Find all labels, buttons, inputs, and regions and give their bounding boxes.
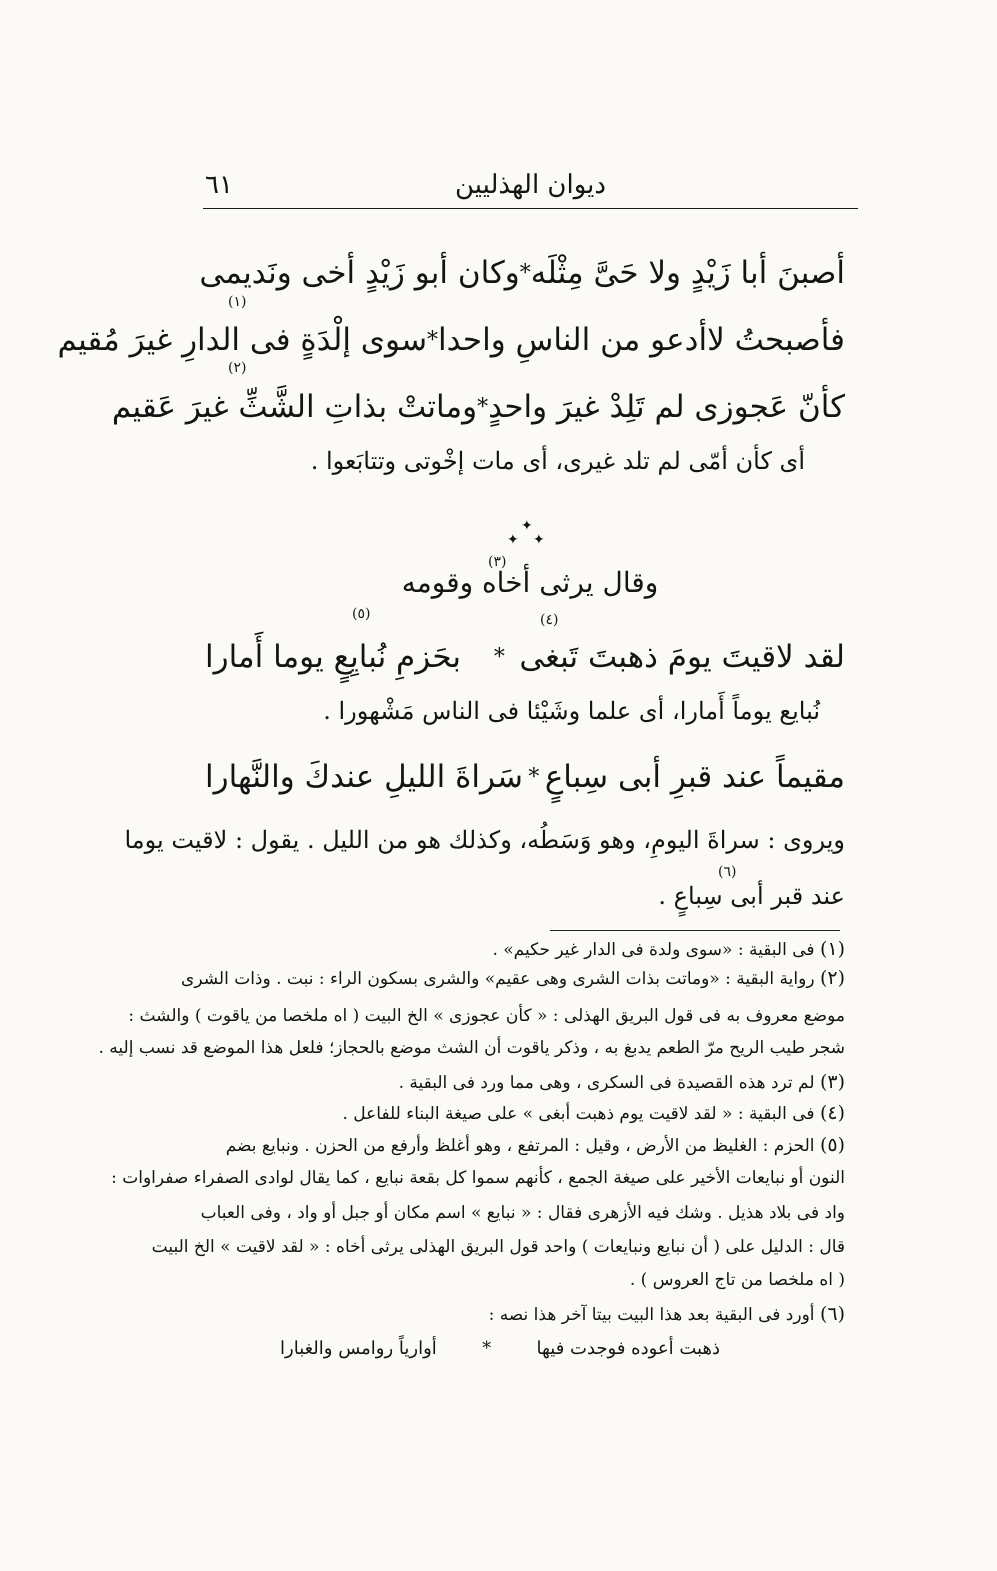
ornament-star-icon: ✦ (533, 532, 545, 548)
footnote-number: (١) (819, 938, 845, 960)
footnote-continuation: النون أو نبايعات الأخير على صيغة الجمع ، كأنهم سموا كل بقعة نبايع ، كما يقال لوادى الصفراء صفراوات : (111, 1168, 845, 1188)
footnote (205, 1102, 845, 1124)
gloss-text: نُبايع يوماً أَمارا، أى علما وشَيْئا فى الناس مَشْهورا . (323, 697, 820, 725)
footnote-continuation: ( اه ملخصا من تاج العروس ) . (629, 1270, 845, 1290)
hemistich-second: وكان أبو زَيْدٍ أخى ونَديمى (199, 255, 520, 291)
verse-line (205, 752, 845, 802)
hemistich-second: أوارياً روامس والغبارا (280, 1338, 437, 1359)
footnote-ref: (٣) (488, 554, 507, 570)
verse-line (57, 315, 845, 365)
footnote-number: (٣) (819, 1071, 845, 1093)
verse-line (111, 382, 845, 432)
hemistich-first: لقد لاقيتَ يومَ ذهبتَ تَبغى (519, 639, 845, 675)
hemistich-second: سوى إلْدَةٍ فى الدارِ غيرَ مُقيم (57, 322, 428, 358)
running-header (203, 168, 858, 209)
footnote-text: أورد فى البقية بعد هذا البيت بيتا آخر هذا نصه : (488, 1305, 815, 1325)
verse-separator: * (528, 764, 540, 790)
footnote-ref: (٢) (228, 360, 247, 376)
hemistich-first: كأنّ عَجوزى لم تَلِدْ غيرَ واحدٍ (488, 389, 845, 425)
verse-separator: * (493, 644, 505, 670)
footnote-text: فى البقية : «سوى ولدة فى الدار غير حكيم» . (492, 940, 815, 960)
footnote-number: (٥) (819, 1134, 845, 1156)
footnote (181, 967, 845, 989)
gloss-text: عند قبر أبى سِباعٍ . (658, 882, 845, 910)
hemistich-first: فأصبحتُ لاأدعو من الناسِ واحدا (438, 322, 845, 358)
footnote (205, 1303, 845, 1325)
ornament-star-icon: ✦ (507, 532, 519, 548)
verse-separator: * (519, 260, 531, 286)
footnote-verse (280, 1338, 720, 1359)
footnote (205, 1134, 845, 1156)
footnote-ref: (٤) (540, 612, 559, 628)
hemistich-first: ذهبت أعوده فوجدت فيها (536, 1338, 720, 1359)
hemistich-second: سَراةَ الليلِ عندكَ والنَّهارا (205, 759, 524, 795)
footnote-continuation: واد فى بلاد هذيل . وشك فيه الأزهرى فقال : « نبايع » اسم مكان أو جبل أو واد ، وفى العباب (200, 1203, 845, 1223)
verse-separator: * (477, 394, 489, 420)
footnote-text: الحزم : الغليظ من الأرض ، وقيل : المرتفع ، وهو أغلظ وأرفع من الحزن . ونبايع بضم (225, 1136, 815, 1156)
verse-separator: * (427, 327, 439, 353)
footnote-divider (550, 930, 840, 931)
gloss-text: أى كأن أمّى لم تلد غيرى، أى مات إخْوتى وتتابَعوا . (310, 447, 805, 475)
footnote (205, 938, 845, 960)
footnote-text: رواية البقية : «وماتت بذات الشرى وهى عقيم» والشرى بسكون الراء : نبت . وذات الشرى (181, 969, 815, 989)
footnote-number: (٤) (819, 1102, 845, 1124)
ornament-star-icon: ✦ (521, 518, 533, 534)
verse-line (205, 632, 845, 682)
section-ornament (495, 518, 555, 558)
poem-heading: وقال يرثى أخاه وقومه (401, 566, 659, 599)
footnote-text: فى البقية : « لقد لاقيت يوم ذهبت أبغى » على صيغة البناء للفاعل . (342, 1104, 815, 1124)
footnote-continuation: موضع معروف به فى قول البريق الهذلى : « كأن عجوزى » الخ البيت ( اه ملخصا من ياقوت ) والشث : (128, 1006, 845, 1026)
footnote-ref: (٦) (718, 864, 737, 880)
hemistich-first: مقيماً عند قبرِ أبى سِباعٍ (544, 759, 845, 795)
footnote-number: (٢) (819, 967, 845, 989)
hemistich-first: أصبنَ أبا زَيْدٍ ولا حَىَّ مِثْلَه (530, 255, 845, 291)
footnote-ref: (١) (228, 294, 247, 310)
verse-line (199, 248, 845, 298)
footnote-text: لم ترد هذه القصيدة فى السكرى ، وهى مما ورد فى البقية . (398, 1073, 815, 1093)
gloss-text: ويروى : سراةَ اليومِ، وهو وَسَطُه، وكذلك هو من الليل . يقول : لاقيت يوما (124, 826, 845, 854)
footnote (205, 1071, 845, 1093)
footnote-continuation: شجر طيب الريح مرّ الطعم يدبغ به ، وذكر ياقوت أن الشث موضع بالحجاز؛ فلعل هذا الموضع قد نسب إليه . (98, 1038, 845, 1058)
verse-separator: * (482, 1338, 492, 1359)
page-number: ٦١ (205, 170, 233, 200)
book-title: ديوان الهذليين (454, 170, 606, 200)
footnote-ref: (٥) (352, 606, 371, 622)
footnote-number: (٦) (819, 1303, 845, 1325)
hemistich-second: وماتتْ بذاتِ الشَّثِّ غيرَ عَقيم (111, 389, 478, 425)
hemistich-second: بحَزمِ نُبايِعٍ يوما أَمارا (205, 639, 461, 675)
footnote-continuation: قال : الدليل على ( أن نبايع ونبايعات ) واحد قول البريق الهذلى يرثى أخاه : « لقد لاقيت » الخ البيت (151, 1237, 845, 1257)
